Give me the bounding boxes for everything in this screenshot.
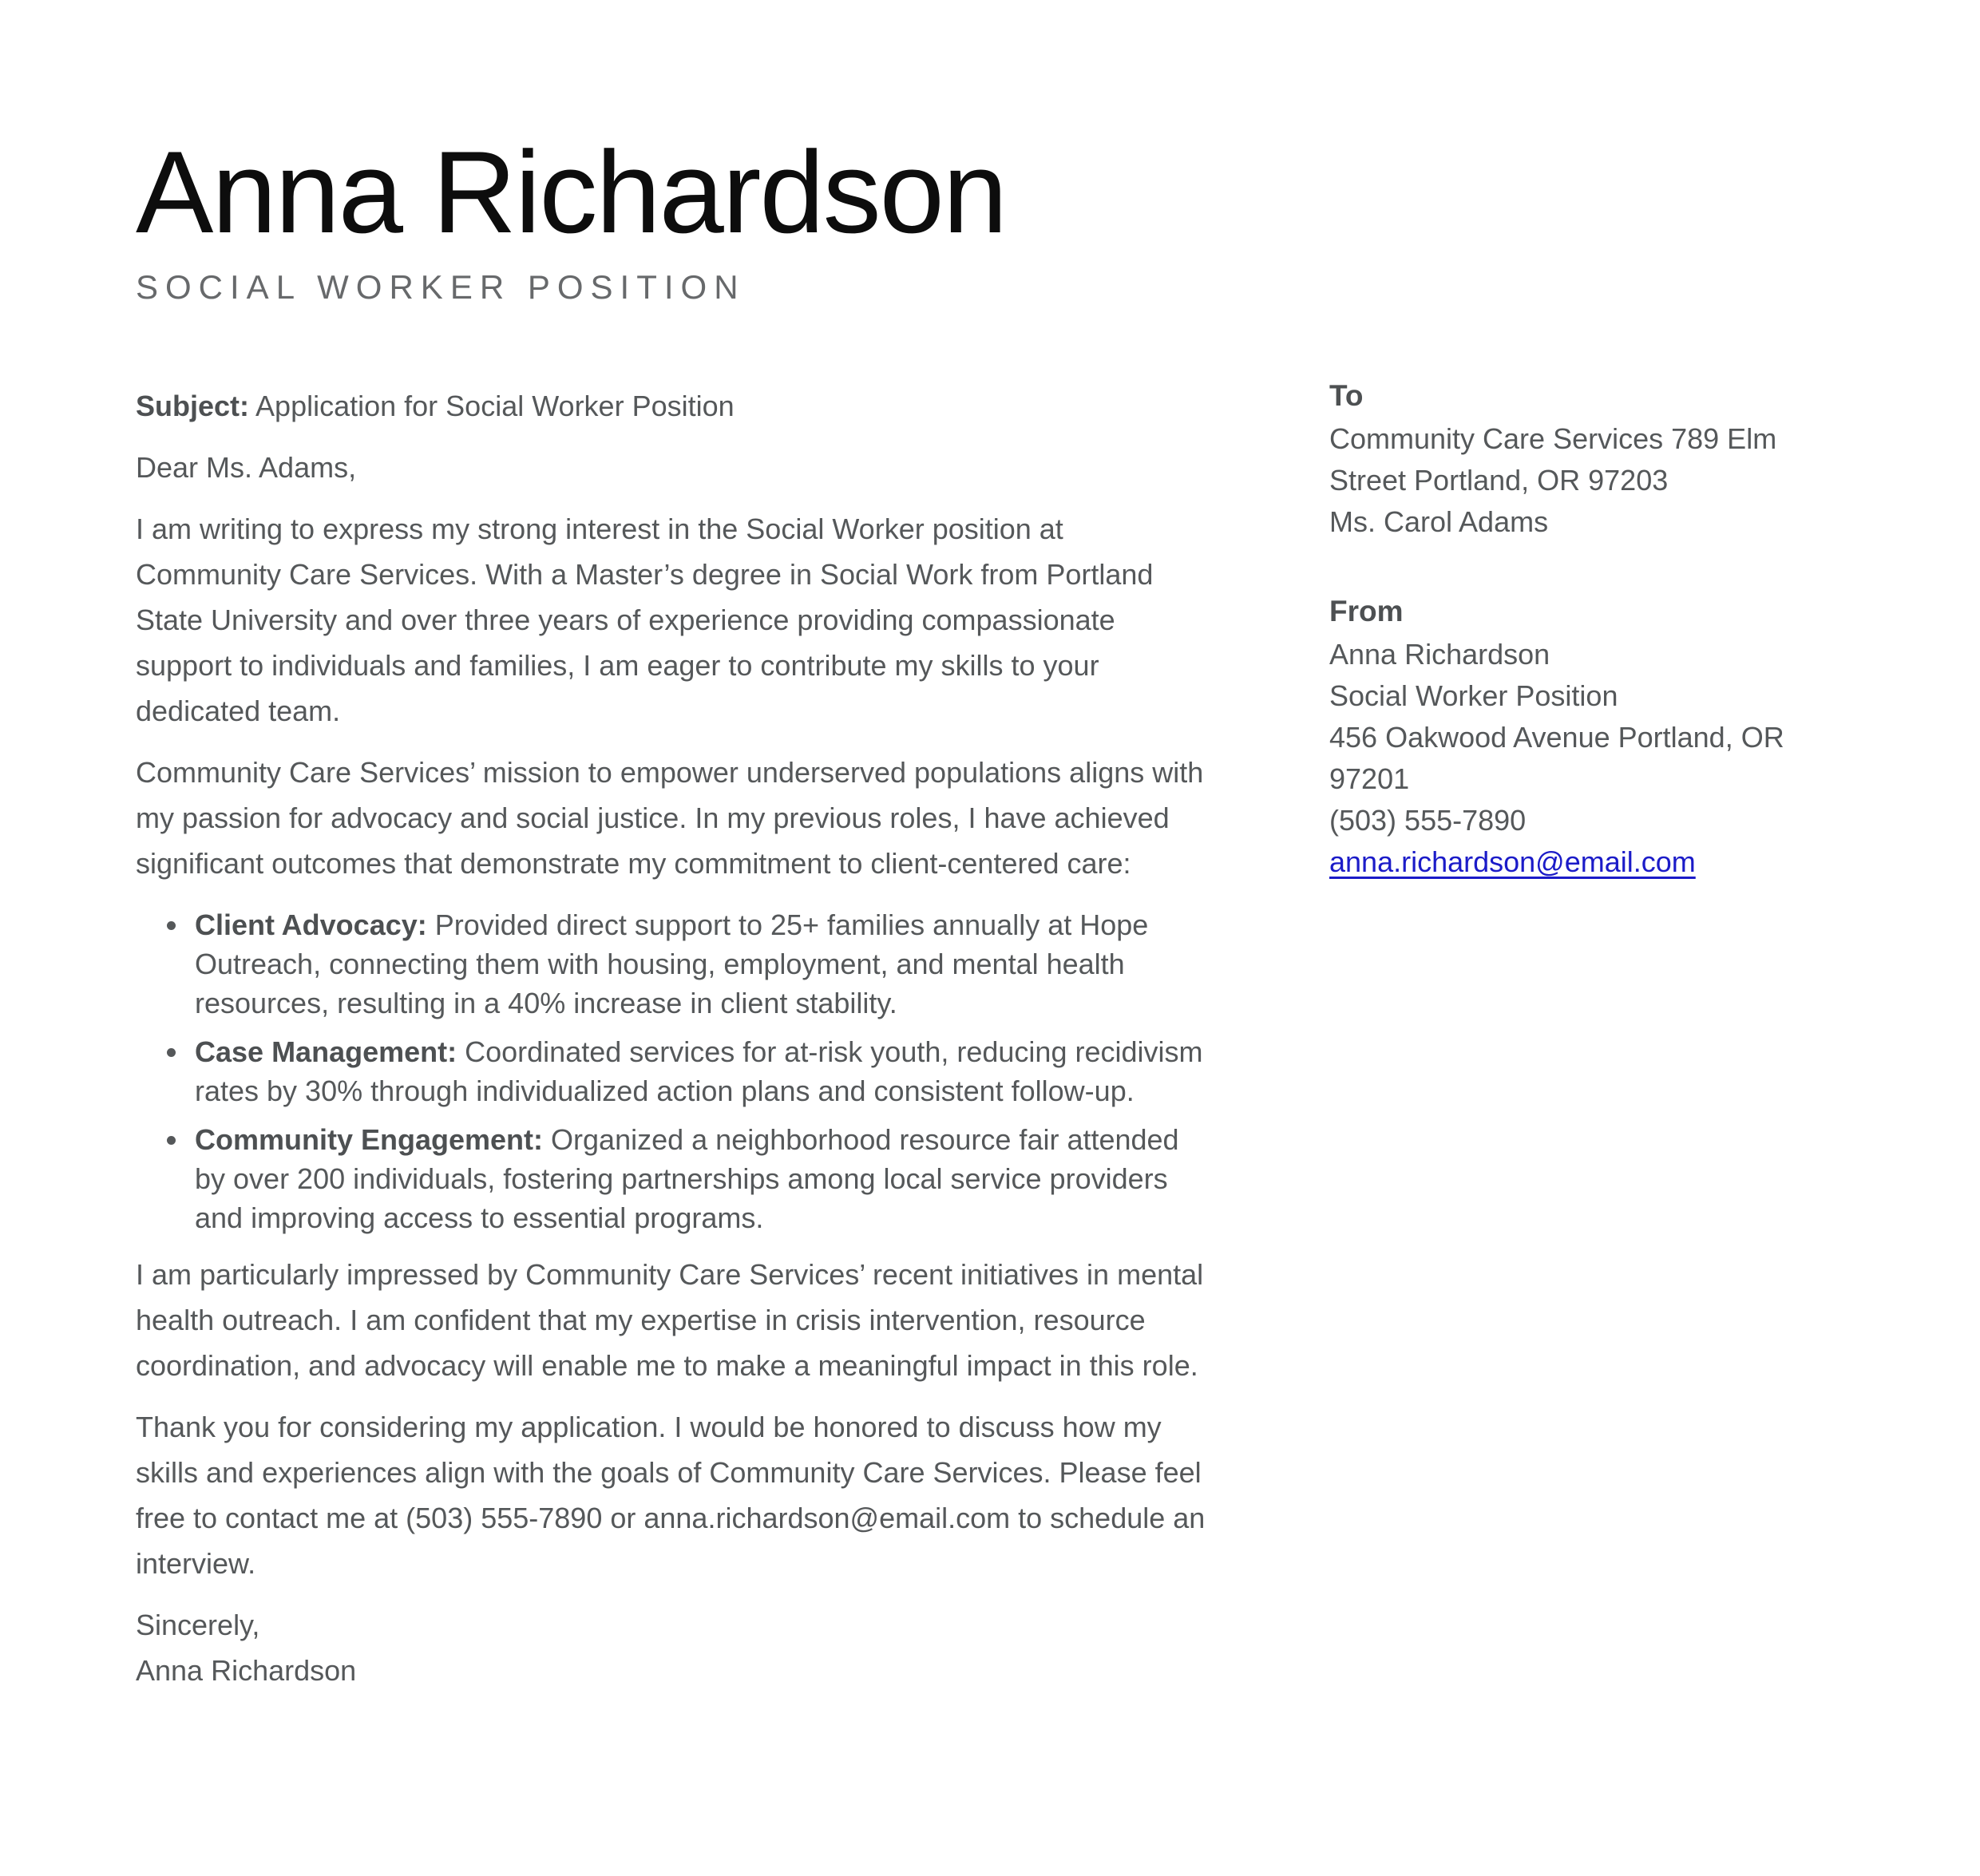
list-item-client-advocacy bbox=[190, 905, 1210, 1023]
subject-text: Application for Social Worker Position bbox=[255, 390, 735, 422]
to-heading: To bbox=[1329, 379, 1364, 412]
list-item-case-management bbox=[190, 1032, 1210, 1110]
achievements-list bbox=[136, 905, 1210, 1237]
salutation: Dear Ms. Adams, bbox=[136, 451, 357, 484]
bullet-label: Client Advocacy: bbox=[195, 908, 427, 941]
list-item-community-engagement bbox=[190, 1120, 1210, 1237]
contact-panel bbox=[1329, 374, 1860, 883]
signature-block bbox=[136, 1602, 1210, 1693]
from-heading: From bbox=[1329, 595, 1404, 627]
page-subtitle: SOCIAL WORKER POSITION bbox=[136, 268, 746, 306]
recipient-contact-name: Ms. Carol Adams bbox=[1329, 505, 1549, 538]
bullet-label: Case Management: bbox=[195, 1035, 457, 1068]
subject-label: Subject: bbox=[136, 390, 250, 422]
sender-name: Anna Richardson bbox=[1329, 638, 1550, 671]
signature: Anna Richardson bbox=[136, 1654, 357, 1687]
recipient-address: Community Care Services 789 Elm Street Portland, OR 97203 bbox=[1329, 422, 1777, 497]
paragraph-intro: I am writing to express my strong interest in the Social Worker position at Community Care Services. With a Master’s degree in Social Work from Portland State University and over three years of experience providing compassionate support to individuals and families, I am eager to contribute my skills to your dedicated team. bbox=[136, 513, 1154, 727]
sender-phone: (503) 555-7890 bbox=[1329, 804, 1527, 837]
recipient-block bbox=[1329, 374, 1860, 543]
letter-header bbox=[136, 127, 1007, 307]
bullet-text: Organized a neighborhood resource fair attended by over 200 individuals, fostering partnerships among local service providers and improving access to essential programs. bbox=[195, 1123, 1179, 1234]
paragraph-mission: Community Care Services’ mission to empower underserved populations aligns with my passion for advocacy and social justice. In my previous roles, I have achieved significant outcomes that demonstrate my commitment to client-centered care: bbox=[136, 756, 1204, 880]
sender-role: Social Worker Position bbox=[1329, 679, 1618, 712]
bullet-text: Provided direct support to 25+ families annually at Hope Outreach, connecting them with housing, employment, and mental health resources, resulting in a 40% increase in client stability. bbox=[195, 908, 1149, 1019]
paragraph-impressed: I am particularly impressed by Community Care Services’ recent initiatives in mental health outreach. I am confident that my expertise in crisis intervention, resource coordination, and advocacy will enable me to make a meaningful impact in this role. bbox=[136, 1258, 1204, 1382]
signoff: Sincerely, bbox=[136, 1609, 260, 1641]
sender-address: 456 Oakwood Avenue Portland, OR 97201 bbox=[1329, 721, 1784, 795]
bullet-text: Coordinated services for at-risk youth, reducing recidivism rates by 30% through individualized action plans and consistent follow-up. bbox=[195, 1035, 1203, 1107]
page-title: Anna Richardson bbox=[136, 127, 1007, 257]
subject-line bbox=[136, 383, 1210, 429]
sender-email-link[interactable]: anna.richardson@email.com bbox=[1329, 845, 1696, 878]
paragraph-thanks: Thank you for considering my application. I would be honored to discuss how my skills and experiences align with the goals of Community Care Services. Please feel free to contact me at (503) 555-7890 or anna.richardson@email.com to schedule an interview. bbox=[136, 1411, 1206, 1580]
letter-body bbox=[136, 383, 1210, 1709]
bullet-label: Community Engagement: bbox=[195, 1123, 544, 1156]
sender-block bbox=[1329, 589, 1860, 883]
